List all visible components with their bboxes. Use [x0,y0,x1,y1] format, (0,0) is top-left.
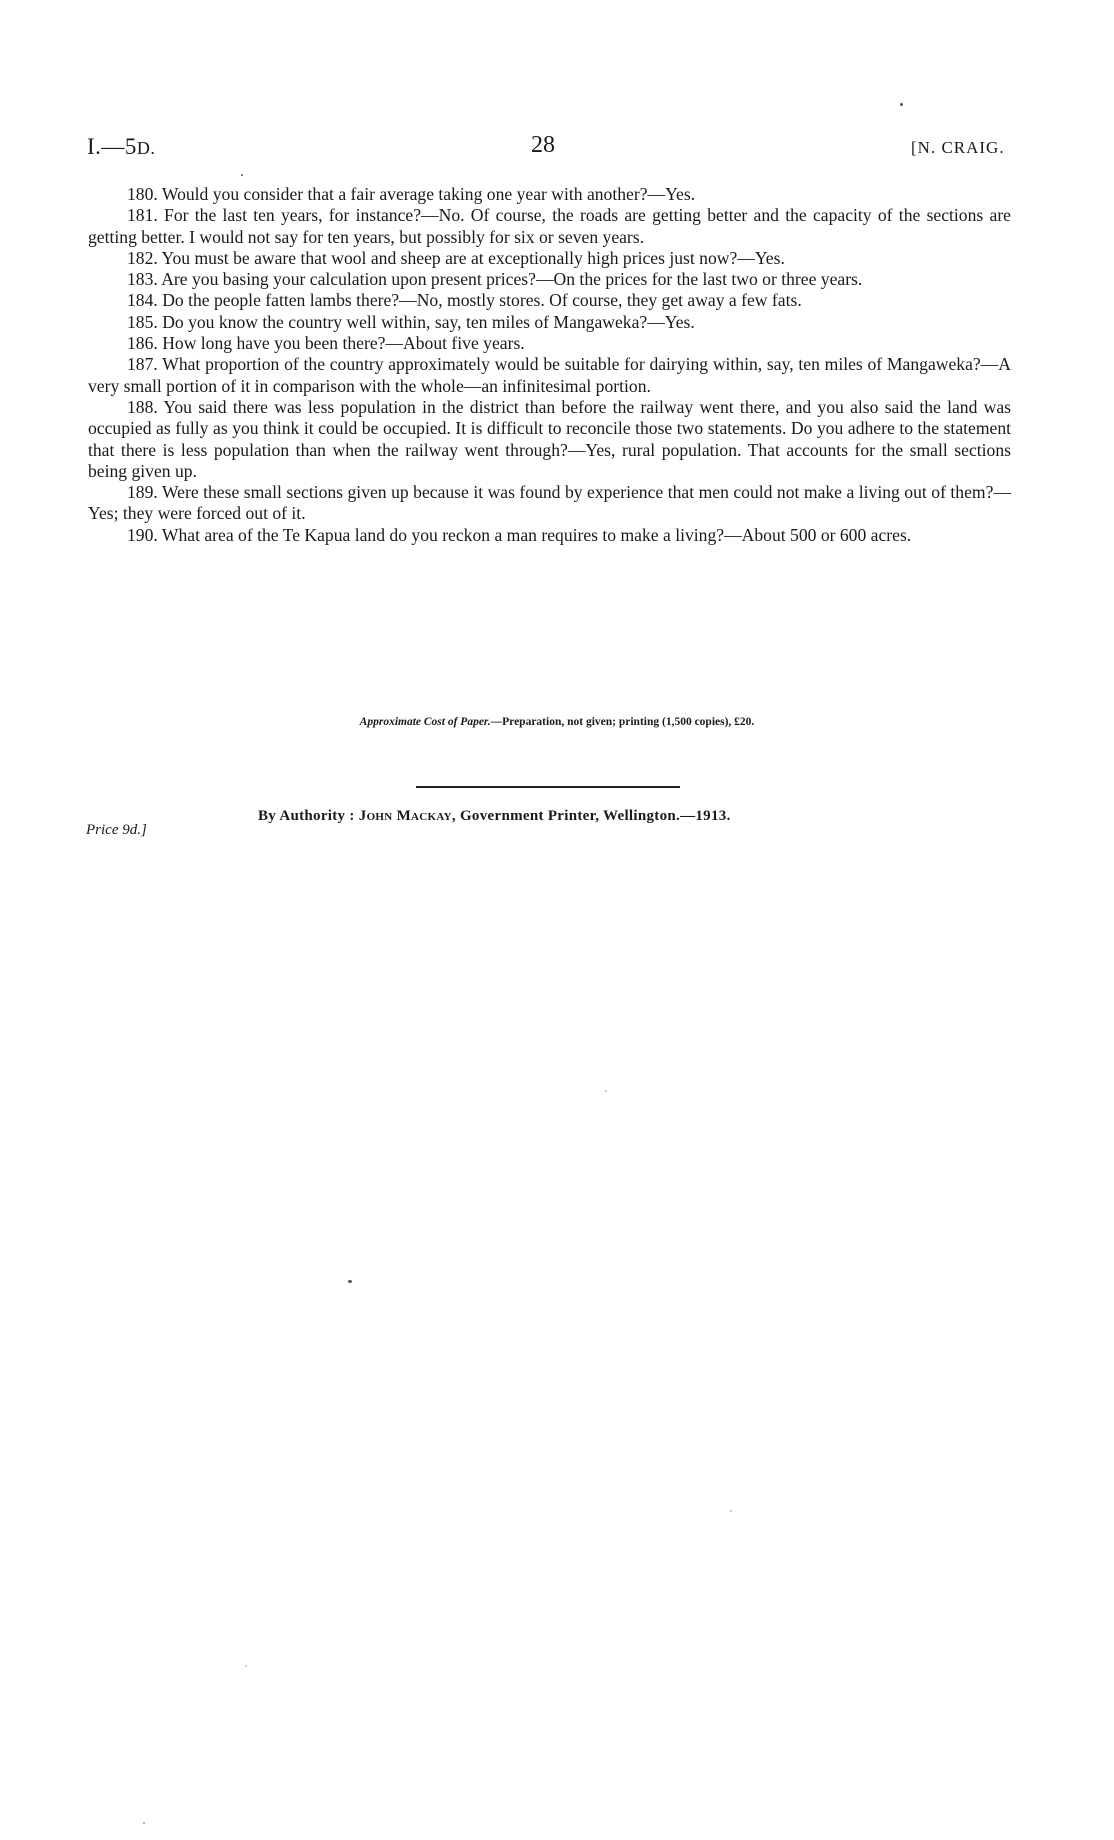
question-paragraph: 185. Do you know the country well within, say, ten miles of Mangaweka?—Yes. [127,311,695,332]
paper-reference [87,134,155,160]
question-paragraph: 187. What proportion of the country approximately would be suitable for dairying within, say, ten miles of Mangaweka?—A very small portion of it in comparison with the whole—an infinitesimal portion. [88,354,1011,396]
question-paragraph: 182. You must be aware that wool and sheep are at exceptionally high prices just now?—Yes. [127,247,785,268]
question-paragraph: 181. For the last ten years, for instance?—No. Of course, the roads are getting better and the capacity of the sections are getting better. I would not say for ten years, but possibly for six or seven years. [88,205,1011,247]
paper-reference-suffix: D. [136,138,156,158]
question-paragraph: 188. You said there was less population in the district than before the railway went there, and you also said the land was occupied as fully as you think it could be occupied. It is difficult to reconcile those two statements. Do you adhere to the statement that there is less population than when the railway went through?—Yes, rural population. That accounts for the small sections being given up. [88,396,1011,481]
cost-of-paper-note [0,716,1114,728]
scan-speck [143,1822,145,1824]
scan-speck [245,1665,247,1667]
question-paragraph: 190. What area of the Te Kapua land do you reckon a man requires to make a living?—About 500 or 600 acres. [127,524,912,545]
scan-speck [730,1510,732,1512]
testimony-text [88,184,1011,546]
question-paragraph: 180. Would you consider that a fair average taking one year with another?—Yes. [127,184,696,204]
question-paragraph: 189. Were these small sections given up because it was found by experience that men could not make a living out of them?—Yes; they were forced out of it. [88,482,1011,524]
cost-text: —Preparation, not given; printing (1,500 copies), £20. [490,716,755,728]
question-paragraph: 183. Are you basing your calculation upon present prices?—On the prices for the last two or three years. [127,269,863,290]
printer-imprint [258,808,731,825]
witness-name: [N. CRAIG. [911,138,1005,157]
price-note: Price 9d.] [86,822,147,838]
question-paragraph: 186. How long have you been there?—About five years. [127,333,525,354]
scan-speck [241,174,243,176]
scan-speck [605,1090,607,1092]
divider-rule [416,786,680,788]
scan-speck [348,1280,352,1283]
question-paragraph: 184. Do the people fatten lambs there?—No, mostly stores. Of course, they get away a few fats. [127,290,802,311]
paper-reference-main: I.—5 [87,134,137,159]
page-number: 28 [531,132,555,158]
cost-label: Approximate Cost of Paper. [359,716,491,728]
authority-suffix: , Government Printer, Wellington.—1913. [451,808,731,824]
scan-speck [900,103,903,106]
printer-name: John Mackay [358,808,452,824]
authority-prefix: By Authority : [258,808,359,824]
